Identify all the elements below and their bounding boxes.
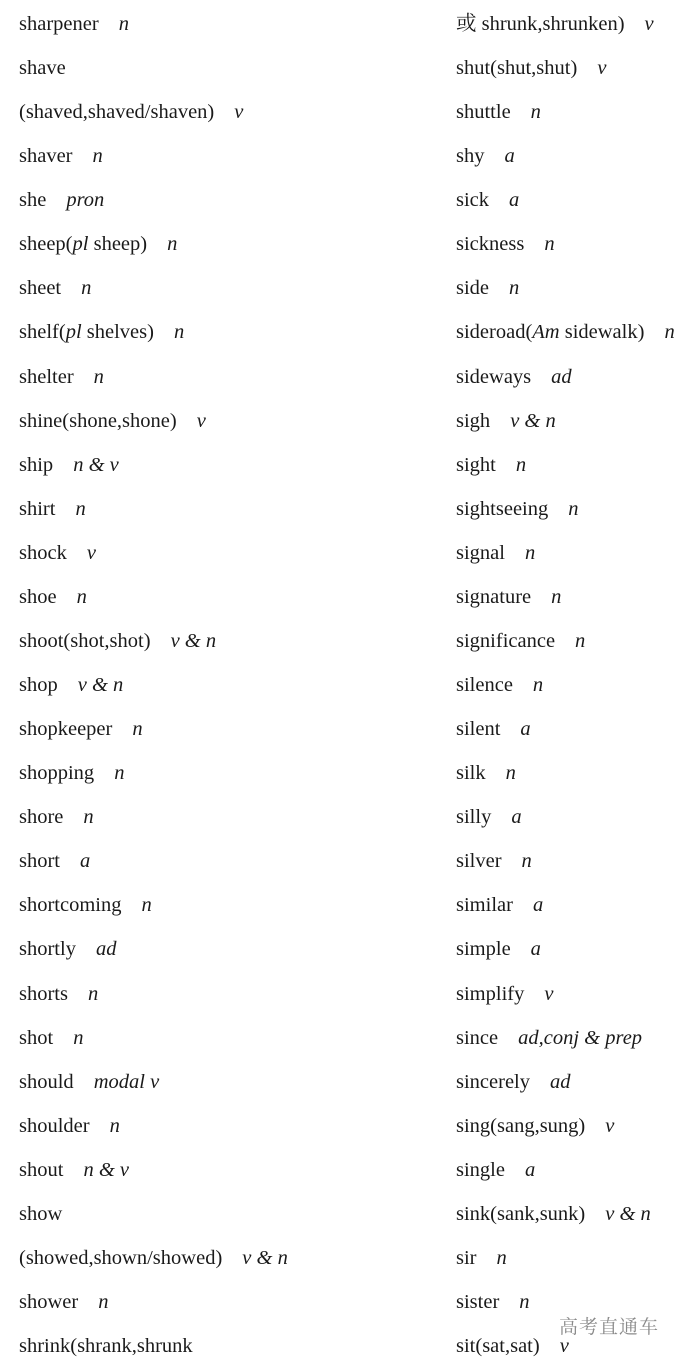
part-of-speech: a	[509, 189, 520, 212]
headword: sick	[456, 189, 490, 212]
headword: (showed,shown/showed)	[19, 1246, 223, 1269]
headword: shortcoming	[19, 894, 122, 917]
vocab-entry	[456, 541, 535, 565]
vocab-entry	[19, 453, 119, 477]
headword: shine(shone,shone)	[19, 409, 177, 432]
vocab-entry	[456, 320, 675, 344]
headword: shock	[19, 541, 67, 564]
vocab-entry	[19, 805, 94, 829]
part-of-speech: v	[544, 982, 554, 1005]
vocab-entry	[456, 409, 556, 433]
headword: sickness	[456, 233, 525, 256]
part-of-speech: n	[505, 762, 516, 785]
part-of-speech: v	[196, 409, 206, 432]
part-of-speech: n	[167, 233, 178, 256]
part-of-speech: n & v	[83, 1158, 129, 1181]
vocab-entry	[19, 1114, 120, 1138]
vocab-entry	[19, 1158, 129, 1182]
part-of-speech: n	[509, 277, 520, 300]
headword: shoe	[19, 585, 57, 608]
vocab-entry	[456, 1158, 535, 1182]
part-of-speech: v	[234, 101, 244, 124]
part-of-speech: v	[605, 1114, 615, 1137]
vocab-entry	[19, 1246, 288, 1270]
vocab-entry	[456, 1290, 530, 1314]
vocab-entry	[456, 188, 519, 212]
part-of-speech: n	[87, 982, 99, 1005]
part-of-speech: v & n	[242, 1246, 288, 1269]
headword: shut(shut,shut)	[456, 57, 578, 80]
vocab-entry	[19, 673, 123, 697]
part-of-speech: a	[80, 850, 91, 873]
headword: shorts	[19, 982, 68, 1005]
vocab-entry	[456, 585, 561, 609]
part-of-speech: v & n	[510, 409, 556, 432]
vocab-entry	[19, 1070, 159, 1094]
vocab-entry	[19, 585, 87, 609]
part-of-speech: n	[92, 145, 103, 168]
headword: sir	[456, 1246, 477, 1269]
headword: shave	[19, 57, 66, 80]
headword: silver	[456, 850, 502, 873]
headword: simple	[456, 938, 511, 961]
vocab-entry	[456, 497, 579, 521]
part-of-speech: n	[524, 541, 536, 564]
headword: silk	[456, 762, 486, 785]
headword: signal	[456, 541, 505, 564]
vocab-entry	[456, 1070, 571, 1094]
vocab-entry	[19, 717, 143, 741]
headword: shaver	[19, 145, 73, 168]
vocab-entry	[456, 937, 541, 961]
part-of-speech: n	[132, 718, 143, 741]
part-of-speech: n	[73, 1026, 84, 1049]
vocab-entry	[456, 232, 555, 256]
headword: shirt	[19, 497, 56, 520]
headword: sit(sat,sat)	[456, 1335, 540, 1358]
headword: shuttle	[456, 101, 511, 124]
vocab-entry	[456, 365, 572, 389]
vocab-entry	[19, 1026, 83, 1050]
headword: sincerely	[456, 1070, 530, 1093]
headword: sight	[456, 453, 496, 476]
vocab-entry	[19, 982, 98, 1006]
headword: sideroad(Am sidewalk)	[456, 321, 645, 344]
watermark-text: 高考直通车	[559, 1316, 660, 1338]
part-of-speech: n	[664, 321, 675, 344]
part-of-speech: v & n	[170, 629, 217, 652]
headword: shower	[19, 1291, 79, 1314]
part-of-speech: n	[496, 1246, 507, 1269]
part-of-speech: n	[575, 629, 586, 652]
part-of-speech: n	[98, 1291, 109, 1314]
part-of-speech: n	[75, 497, 86, 520]
part-of-speech: a	[530, 938, 541, 961]
headword: sink(sank,sunk)	[456, 1202, 586, 1225]
vocab-entry	[456, 276, 519, 300]
part-of-speech: a	[504, 145, 515, 168]
part-of-speech: n	[173, 321, 185, 344]
vocab-entry	[456, 805, 522, 829]
part-of-speech: a	[520, 718, 531, 741]
headword: sheep(pl sheep)	[19, 233, 148, 256]
vocab-entry	[19, 100, 243, 124]
vocab-entry	[19, 541, 96, 565]
headword: sheet	[19, 277, 62, 300]
part-of-speech: n	[141, 894, 152, 917]
headword: shoulder	[19, 1114, 90, 1137]
vocab-entry	[19, 761, 124, 785]
headword: signature	[456, 585, 532, 608]
headword: side	[456, 277, 490, 300]
vocab-entry	[19, 144, 103, 168]
vocab-entry	[19, 1202, 62, 1226]
headword: (shaved,shaved/shaven)	[19, 101, 215, 124]
vocab-entry	[19, 188, 104, 212]
vocab-entry	[19, 409, 206, 433]
part-of-speech: n & v	[73, 453, 119, 476]
vocab-entry	[19, 276, 91, 300]
part-of-speech: n	[118, 13, 129, 35]
part-of-speech: n	[76, 585, 87, 608]
vocab-entry	[456, 1202, 651, 1226]
part-of-speech: a	[511, 806, 522, 829]
part-of-speech: n	[521, 850, 532, 873]
headword: sister	[456, 1291, 500, 1314]
vocab-entry	[456, 673, 543, 697]
vocab-entry	[456, 849, 532, 873]
vocab-entry	[456, 144, 515, 168]
vocab-entry	[456, 1334, 569, 1358]
part-of-speech: ad	[95, 938, 117, 961]
headword: show	[19, 1202, 63, 1225]
headword: sideways	[456, 365, 532, 388]
headword: single	[456, 1158, 505, 1181]
headword: shopping	[19, 762, 95, 785]
vocab-entry	[19, 56, 66, 80]
headword: silly	[456, 806, 492, 829]
part-of-speech: n	[109, 1114, 120, 1137]
part-of-speech: n	[81, 277, 92, 300]
headword: significance	[456, 629, 556, 652]
vocab-entry	[456, 629, 585, 653]
headword: sharpener	[19, 13, 99, 35]
part-of-speech: n	[544, 233, 555, 256]
part-of-speech: n	[551, 585, 562, 608]
part-of-speech: n	[114, 762, 125, 785]
headword: shoot(shot,shot)	[19, 629, 151, 652]
part-of-speech: a	[532, 894, 544, 917]
vocab-entry	[456, 100, 541, 124]
part-of-speech: n	[530, 101, 541, 124]
vocab-entry	[456, 761, 516, 785]
vocab-entry	[19, 893, 152, 917]
headword: short	[19, 850, 60, 873]
headword: shot	[19, 1026, 54, 1049]
headword: shelf(pl shelves)	[19, 321, 154, 344]
headword: shopkeeper	[19, 718, 113, 741]
part-of-speech: v & n	[605, 1202, 651, 1225]
headword: shy	[456, 145, 485, 168]
part-of-speech: n	[568, 497, 579, 520]
vocab-entry	[19, 12, 129, 36]
vocab-entry	[456, 56, 606, 80]
part-of-speech: v	[597, 57, 607, 80]
part-of-speech: v & n	[77, 674, 124, 697]
vocab-entry	[456, 982, 553, 1006]
vocab-entry	[456, 717, 531, 741]
part-of-speech: v	[559, 1335, 569, 1358]
part-of-speech: n	[515, 453, 527, 476]
headword: shrink(shrank,shrunk	[19, 1335, 193, 1358]
part-of-speech: a	[524, 1158, 536, 1181]
part-of-speech: v	[86, 541, 96, 564]
vocab-entry	[19, 849, 90, 873]
vocab-entry	[19, 320, 184, 344]
part-of-speech: pron	[66, 189, 105, 212]
headword: sigh	[456, 409, 491, 432]
headword: should	[19, 1070, 74, 1093]
headword: similar	[456, 894, 513, 917]
headword: sing(sang,sung)	[456, 1114, 586, 1137]
vocab-entry	[19, 629, 216, 653]
headword: 或 shrunk,shrunken)	[456, 13, 625, 35]
headword: shout	[19, 1158, 64, 1181]
vocab-entry	[19, 1334, 193, 1358]
headword: shortly	[19, 938, 76, 961]
vocab-entry	[456, 893, 543, 917]
headword: simplify	[456, 982, 525, 1005]
vocab-entry	[19, 497, 86, 521]
vocab-entry	[456, 1114, 614, 1138]
part-of-speech: n	[532, 674, 544, 697]
vocab-entry	[19, 365, 104, 389]
headword: ship	[19, 453, 54, 476]
vocab-entry	[456, 12, 654, 36]
part-of-speech: n	[519, 1291, 530, 1314]
vocab-entry	[19, 937, 116, 961]
headword: silent	[456, 718, 501, 741]
headword: shore	[19, 806, 64, 829]
headword: shop	[19, 674, 58, 697]
headword: shelter	[19, 365, 74, 388]
headword: since	[456, 1026, 499, 1049]
vocab-entry	[456, 1026, 642, 1050]
part-of-speech: modal v	[93, 1070, 160, 1093]
part-of-speech: v	[644, 13, 654, 35]
headword: she	[19, 189, 47, 212]
vocab-entry	[19, 232, 177, 256]
vocab-entry	[456, 453, 526, 477]
vocab-entry	[456, 1246, 507, 1270]
part-of-speech: ad	[551, 365, 572, 388]
headword: silence	[456, 674, 513, 697]
headword: sightseeing	[456, 497, 549, 520]
part-of-speech: n	[93, 365, 104, 388]
part-of-speech: n	[83, 806, 94, 829]
vocab-entry	[19, 1290, 108, 1314]
part-of-speech: ad,conj & prep	[518, 1026, 643, 1049]
part-of-speech: ad	[550, 1070, 571, 1093]
